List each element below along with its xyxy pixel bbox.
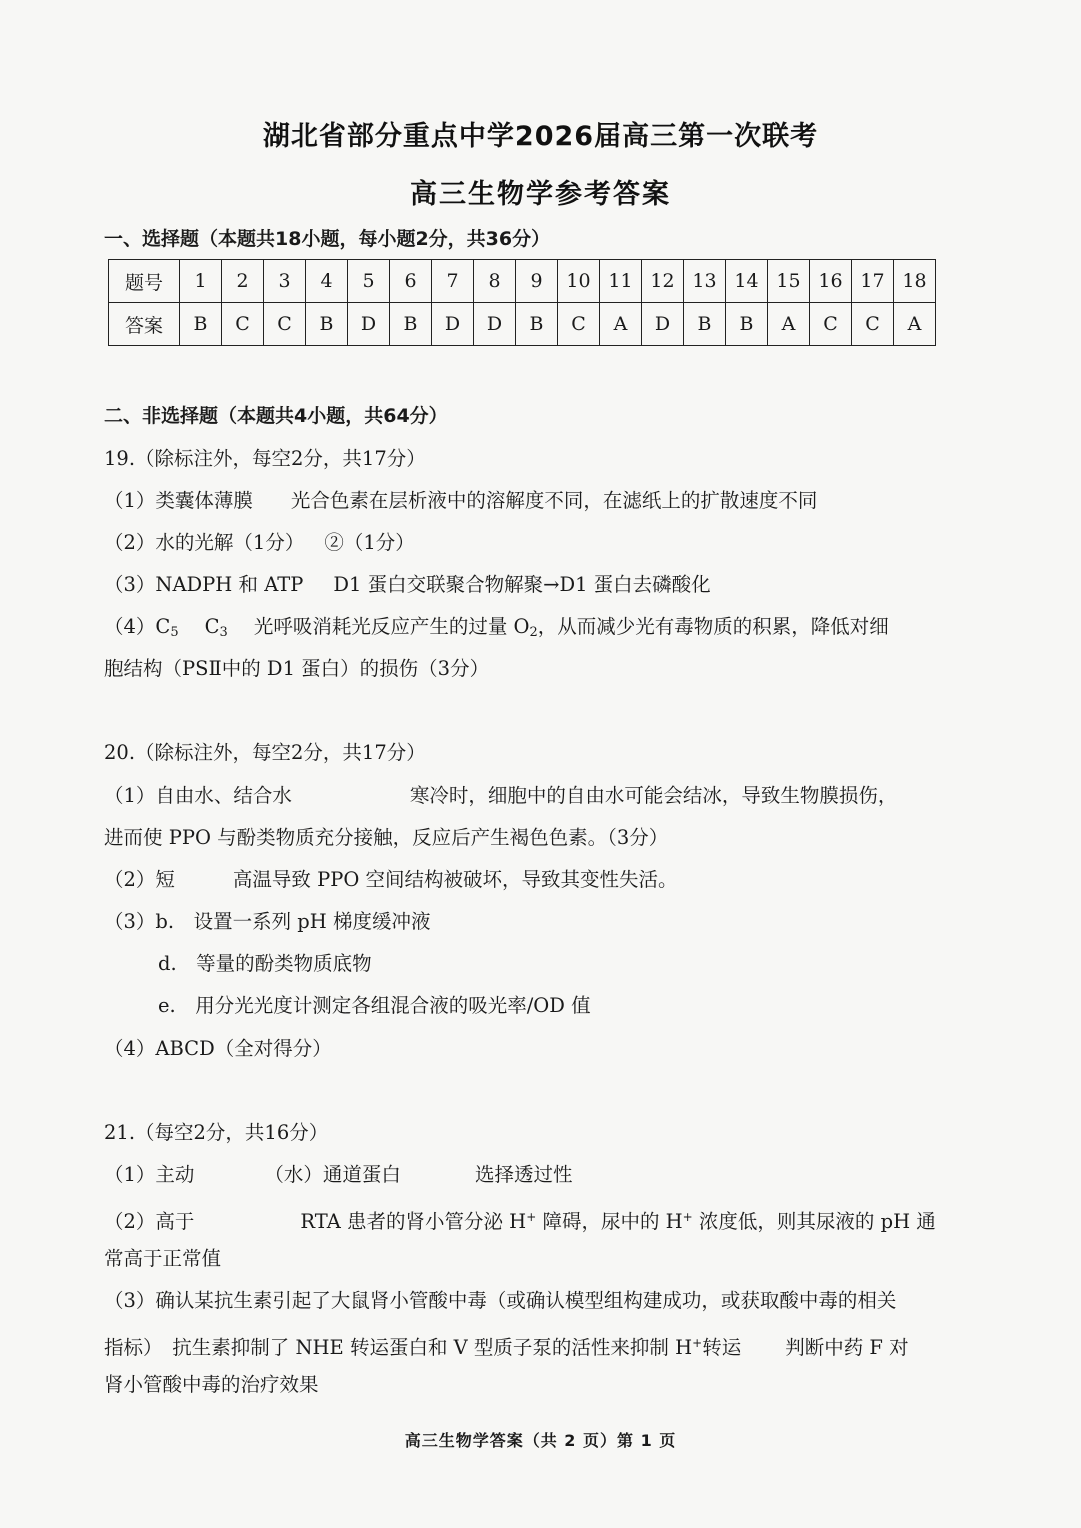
q21-1c: 选择透过性 xyxy=(474,1163,573,1186)
q21-2b: RTA 患者的肾小管分泌 H xyxy=(300,1210,527,1233)
plus-3: + xyxy=(692,1336,703,1350)
q20-part1-cont: 进而使 PPO 与酚类物质充分接触，反应后产生褐色色素。（3分） xyxy=(104,826,669,849)
q20-1b: 寒冷时，细胞中的自由水可能会结冰，导致生物膜损伤， xyxy=(409,784,898,807)
q20-heading: 20.（除标注外，每空2分，共17分） xyxy=(104,741,426,764)
q19-part4-cont: 胞结构（PSⅡ中的 D1 蛋白）的损伤（3分） xyxy=(104,657,490,680)
plus-1: + xyxy=(526,1210,537,1224)
answer-cell: B xyxy=(306,303,348,346)
q20-1a: （1）自由水、结合水 xyxy=(104,784,292,807)
question-number-cell: 18 xyxy=(894,260,936,303)
answer-cell: A xyxy=(768,303,810,346)
q19-2a: （2）水的光解（1分） xyxy=(104,531,305,554)
answer-cell: A xyxy=(894,303,936,346)
q19-part4 xyxy=(104,614,889,646)
q19-3a: （3）NADPH 和 ATP xyxy=(104,573,304,596)
question-number-cell: 6 xyxy=(390,260,432,303)
answer-cell: B xyxy=(684,303,726,346)
section-1-heading: 一、选择题（本题共18小题，每小题2分，共36分） xyxy=(104,228,551,250)
answer-cell: D xyxy=(474,303,516,346)
answer-cell: C xyxy=(222,303,264,346)
q21-part3: （3）确认某抗生素引起了大鼠肾小管酸中毒（或确认模型组构建成功，或获取酸中毒的相关 xyxy=(104,1289,897,1312)
q21-2d: 浓度低，则其尿液的 pH 通 xyxy=(692,1210,936,1233)
answer-cell: D xyxy=(432,303,474,346)
question-number-cell: 16 xyxy=(810,260,852,303)
sub-3: 3 xyxy=(219,625,228,640)
question-number-cell: 7 xyxy=(432,260,474,303)
answer-cell: C xyxy=(810,303,852,346)
answer-cell: A xyxy=(600,303,642,346)
answer-row xyxy=(109,303,936,346)
answer-cell: B xyxy=(726,303,768,346)
plus-2: + xyxy=(682,1210,693,1224)
answer-cell: B xyxy=(180,303,222,346)
q19-4d: ，从而减少光有毒物质的积累，降低对细 xyxy=(537,615,889,638)
q19-3b: D1 蛋白交联聚合物解聚→D1 蛋白去磷酸化 xyxy=(333,573,711,596)
q21-3d: 判断中药 F 对 xyxy=(785,1336,909,1359)
q21-3c: 转运 xyxy=(702,1336,742,1359)
q21-3b: 指标） 抗生素抑制了 NHE 转运蛋白和 V 型质子泵的活性来抑制 H xyxy=(104,1336,693,1359)
section-2-heading: 二、非选择题（本题共4小题，共64分） xyxy=(104,405,448,427)
question-number-cell: 4 xyxy=(306,260,348,303)
answer-cell: B xyxy=(390,303,432,346)
q21-part3-end: 肾小管酸中毒的治疗效果 xyxy=(104,1373,319,1396)
question-number-cell: 14 xyxy=(726,260,768,303)
q19-part3 xyxy=(104,572,711,598)
q20-2b: 高温导致 PPO 空间结构被破坏，导致其变性失活。 xyxy=(232,868,678,891)
row-label-number: 题号 xyxy=(109,260,180,303)
answer-cell: C xyxy=(264,303,306,346)
q21-1a: （1）主动 xyxy=(104,1163,195,1186)
q21-heading: 21.（每空2分，共16分） xyxy=(104,1121,329,1144)
answer-cell: B xyxy=(516,303,558,346)
q19-1a: （1）类囊体薄膜 xyxy=(104,489,253,512)
q19-4a: （4）C xyxy=(104,615,171,638)
q19-2b: ②（1分） xyxy=(324,531,415,554)
question-number-cell: 15 xyxy=(768,260,810,303)
answer-cell: D xyxy=(642,303,684,346)
answer-cell: C xyxy=(558,303,600,346)
q20-2a: （2）短 xyxy=(104,868,175,891)
sub-2: 2 xyxy=(529,625,538,640)
q20-part3-b: （3）b. 设置一系列 pH 梯度缓冲液 xyxy=(104,910,431,933)
question-number-cell: 2 xyxy=(222,260,264,303)
q20-part2 xyxy=(104,867,678,893)
q21-2a: （2）高于 xyxy=(104,1210,195,1233)
q19-part1 xyxy=(104,488,817,514)
q21-part1 xyxy=(104,1162,572,1188)
sub-5: 5 xyxy=(170,625,179,640)
answer-table xyxy=(108,259,936,346)
question-number-cell: 10 xyxy=(558,260,600,303)
answer-cell: D xyxy=(348,303,390,346)
row-label-answer: 答案 xyxy=(109,303,180,346)
q20-part4: （4）ABCD（全对得分） xyxy=(104,1037,332,1060)
q20-part3-e: e. 用分光光度计测定各组混合液的吸光率/OD 值 xyxy=(158,994,591,1017)
q21-1b: （水）通道蛋白 xyxy=(264,1163,401,1186)
q19-4c: 光呼吸消耗光反应产生的过量 O xyxy=(253,615,530,638)
q21-part3-cont xyxy=(104,1330,909,1361)
question-number-cell: 3 xyxy=(264,260,306,303)
q19-heading: 19.（除标注外，每空2分，共17分） xyxy=(104,447,426,470)
question-number-cell: 8 xyxy=(474,260,516,303)
q19-4b: C xyxy=(204,615,220,638)
main-title: 湖北省部分重点中学2026届高三第一次联考 xyxy=(262,121,819,152)
q21-part2 xyxy=(104,1204,936,1235)
sub-title: 高三生物学参考答案 xyxy=(410,179,671,210)
q20-part1 xyxy=(104,783,897,809)
question-number-cell: 17 xyxy=(852,260,894,303)
question-number-cell: 12 xyxy=(642,260,684,303)
q21-part2-cont: 常高于正常值 xyxy=(104,1247,222,1270)
q21-2c: 障碍，尿中的 H xyxy=(536,1210,683,1233)
q19-1b: 光合色素在层析液中的溶解度不同，在滤纸上的扩散速度不同 xyxy=(290,489,818,512)
question-number-cell: 11 xyxy=(600,260,642,303)
question-number-cell: 13 xyxy=(684,260,726,303)
question-number-cell: 9 xyxy=(516,260,558,303)
q20-part3-d: d. 等量的酚类物质底物 xyxy=(158,952,372,975)
question-number-cell: 5 xyxy=(348,260,390,303)
answer-cell: C xyxy=(852,303,894,346)
question-number-cell: 1 xyxy=(180,260,222,303)
q19-part2 xyxy=(104,530,415,556)
question-number-row xyxy=(109,260,936,303)
page-footer: 高三生物学答案（共 2 页）第 1 页 xyxy=(404,1431,677,1450)
